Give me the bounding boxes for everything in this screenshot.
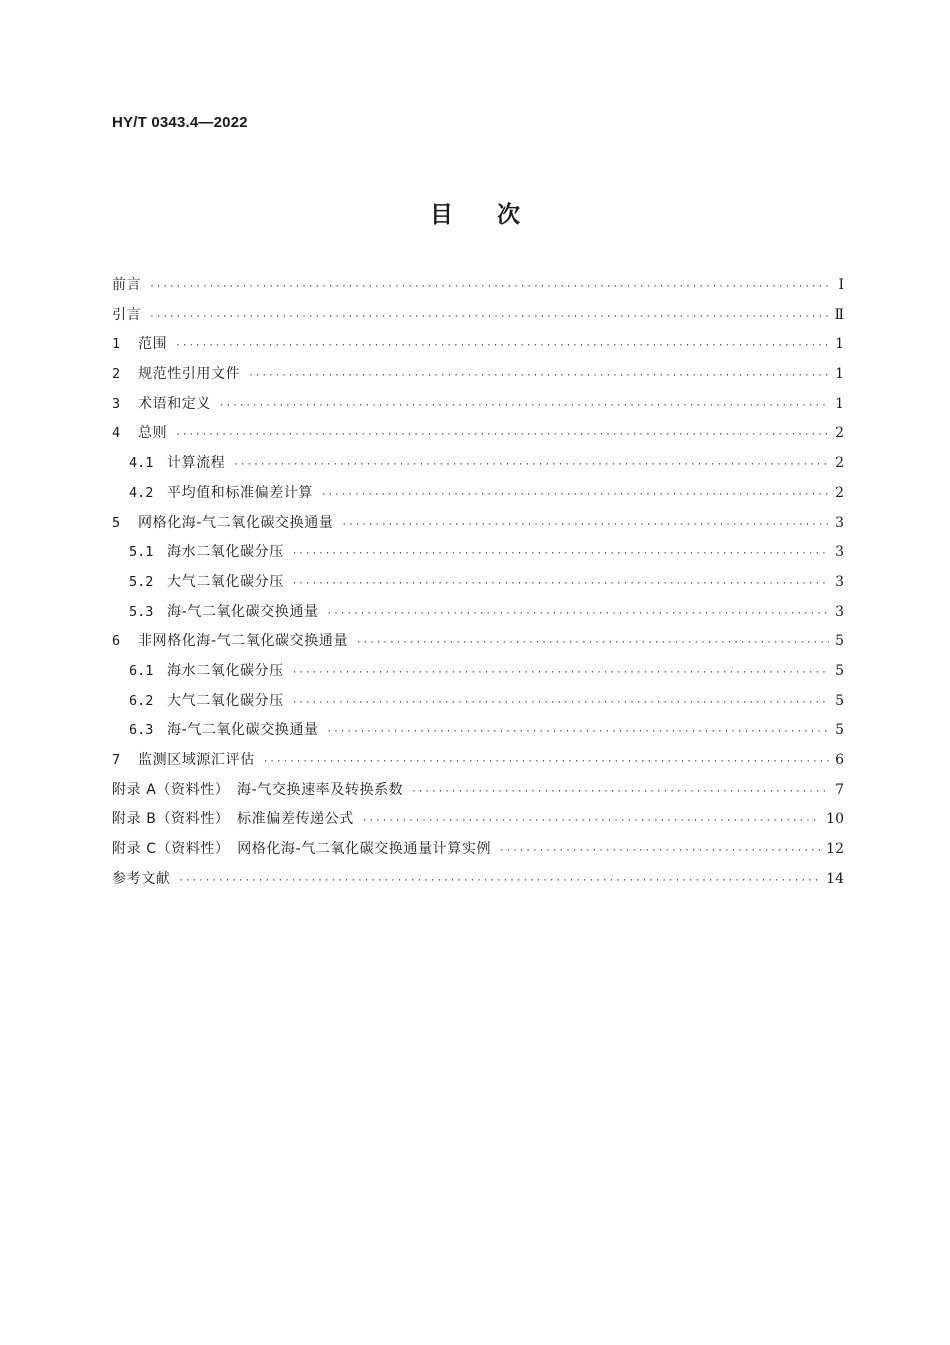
toc-entry[interactable] [112,571,844,601]
toc-entry-number: 2 [112,366,121,383]
toc-entry[interactable] [112,719,844,749]
toc-entry-number: 6.1 [129,662,154,679]
toc-dot-leader [292,668,829,678]
toc-dot-leader [175,430,829,440]
toc-entry-page: 5 [835,662,844,679]
toc-entry[interactable] [112,601,844,631]
toc-entry-page: 2 [835,455,844,472]
toc-entry-number: 4 [112,425,121,442]
toc-dot-leader [149,282,830,292]
toc-entry[interactable] [112,333,844,363]
toc-entry[interactable] [112,512,844,542]
toc-entry[interactable] [112,690,844,720]
toc-entry[interactable] [112,541,844,571]
page-title: 目次 [430,202,564,228]
toc-dot-leader [362,816,820,826]
toc-entry-label: 计算流程 [167,455,226,472]
toc-entry-label: 平均值和标准偏差计算 [167,484,313,501]
toc-dot-leader [356,638,829,648]
toc-entry[interactable] [112,482,844,512]
toc-entry-number: 5.3 [129,603,154,620]
toc-dot-leader [292,698,829,708]
toc-entry-label: 引言 [112,306,142,323]
toc-entry-number: 1 [112,336,121,353]
toc-entry-label: 大气二氧化碳分压 [167,573,284,590]
toc-entry-number: 6 [112,633,121,650]
toc-entry-label: 非网格化海-气二氧化碳交换通量 [138,633,349,650]
toc-entry-number: 5.2 [129,573,154,590]
toc-entry[interactable] [112,393,844,423]
toc-entry-label: 附录 C（资料性） 网格化海-气二氧化碳交换通量计算实例 [112,841,492,858]
toc-entry[interactable] [112,838,844,868]
toc-entry-label: 海水二氧化碳分压 [167,662,284,679]
toc-dot-leader [327,727,829,737]
toc-dot-leader [321,490,829,500]
toc-entry-number: 5.1 [129,544,154,561]
toc-entry[interactable] [112,422,844,452]
toc-entry[interactable] [112,630,844,660]
toc-dot-leader [175,341,829,351]
table-of-contents [112,274,844,897]
toc-dot-leader [248,371,829,381]
toc-entry-page: 7 [835,781,844,798]
toc-entry-page: 2 [835,425,844,442]
toc-entry-page: 1 [835,395,844,412]
toc-entry-number: 5 [112,514,121,531]
toc-entry[interactable] [112,363,844,393]
toc-dot-leader [219,401,829,411]
toc-entry-page: Ⅰ [838,277,844,293]
toc-dot-leader [149,312,828,322]
toc-entry-label: 监测区域源汇评估 [138,752,255,768]
toc-entry-page: 3 [835,573,844,590]
toc-dot-leader [411,787,829,797]
toc-entry-page: 10 [826,811,844,828]
toc-entry-label: 规范性引用文件 [138,366,241,383]
toc-dot-leader [341,520,829,530]
toc-entry-page: 3 [835,544,844,561]
toc-dot-leader [178,876,820,886]
toc-entry-page: 12 [826,841,844,858]
toc-entry-page: 5 [835,722,844,739]
toc-dot-leader [233,460,829,470]
toc-dot-leader [292,549,829,559]
toc-entry-page: 2 [835,484,844,501]
toc-dot-leader [292,579,829,589]
toc-entry-page: 1 [835,366,844,383]
toc-entry-page: 3 [835,603,844,620]
toc-dot-leader [327,609,829,619]
toc-entry-number: 6.2 [129,692,154,709]
toc-entry-page: Ⅱ [834,306,844,323]
toc-entry-number: 4.1 [129,455,154,472]
toc-entry-label: 海-气二氧化碳交换通量 [167,603,319,620]
toc-entry-page: 5 [835,692,844,709]
standard-number: HY/T 0343.4—2022 [112,114,248,131]
toc-entry-number: 6.3 [129,722,154,739]
toc-entry-page: 1 [835,336,844,353]
toc-entry[interactable] [112,779,844,809]
toc-entry-label: 参考文献 [112,870,171,887]
toc-entry-label: 术语和定义 [138,395,211,412]
toc-entry[interactable] [112,452,844,482]
toc-entry-label: 范围 [138,336,168,353]
toc-entry-page: 3 [835,514,844,531]
toc-entry-number: 3 [112,395,121,412]
toc-entry-label: 附录 A（资料性） 海-气交换速率及转换系数 [112,781,404,798]
toc-entry[interactable] [112,868,844,898]
toc-entry[interactable] [112,274,844,304]
toc-entry-page: 6 [835,752,844,768]
toc-entry-page: 14 [826,870,844,887]
toc-entry-label: 大气二氧化碳分压 [167,692,284,709]
toc-entry-label: 总则 [138,425,168,442]
toc-entry-label: 前言 [112,277,142,293]
toc-entry[interactable] [112,749,844,779]
toc-entry-number: 7 [112,752,121,768]
toc-entry-label: 附录 B（资料性） 标准偏差传递公式 [112,811,354,828]
toc-entry-label: 海水二氧化碳分压 [167,544,284,561]
toc-entry-number: 4.2 [129,484,154,501]
toc-entry-label: 海-气二氧化碳交换通量 [167,722,319,739]
toc-entry[interactable] [112,304,844,334]
toc-entry-label: 网格化海-气二氧化碳交换通量 [138,514,334,531]
toc-dot-leader [499,846,820,856]
toc-entry-page: 5 [835,633,844,650]
toc-entry[interactable] [112,808,844,838]
toc-dot-leader [263,757,829,767]
toc-entry[interactable] [112,660,844,690]
